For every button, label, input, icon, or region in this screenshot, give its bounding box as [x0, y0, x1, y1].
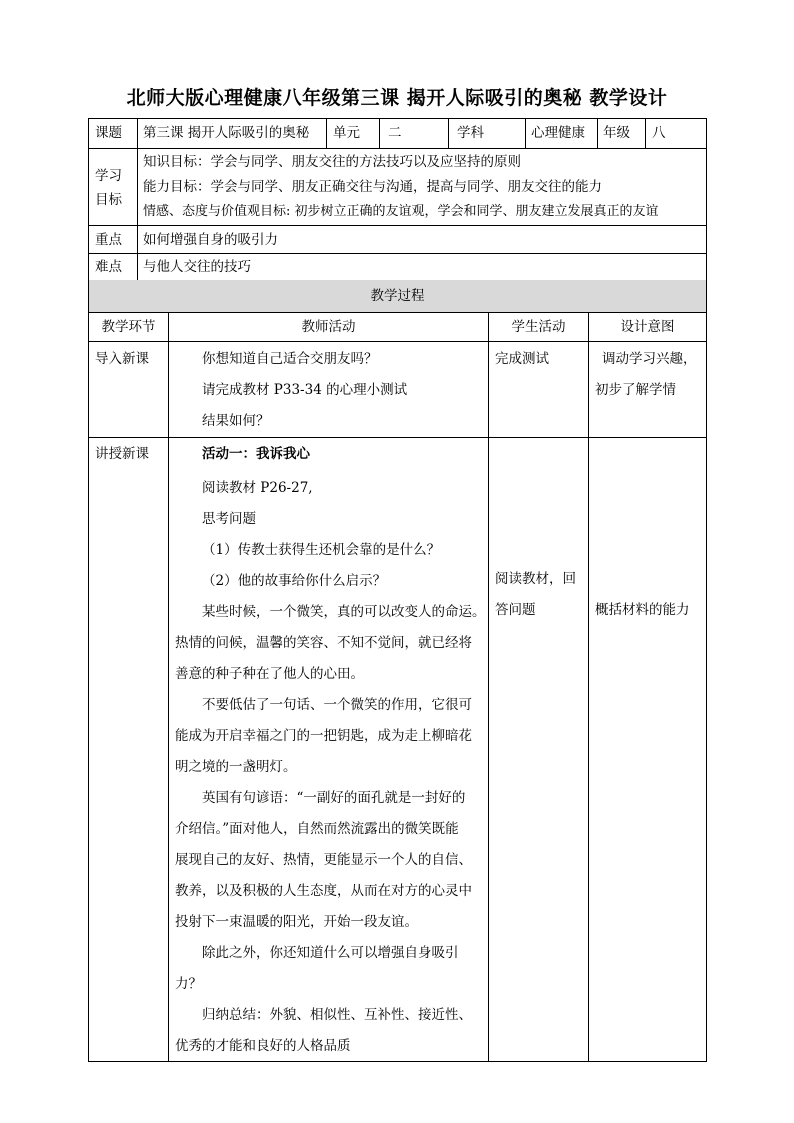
- goal-ability: 能力目标：学会与同学、朋友正确交往与沟通，提高与同学、朋友交往的能力: [143, 179, 602, 195]
- teach-line: （1）传教士获得生还机会靠的是什么？: [202, 542, 441, 558]
- teach-stage: 讲授新课: [95, 446, 149, 462]
- teach-line: 介绍信。”面对他人，自然而然流露出的微笑既能: [175, 821, 459, 837]
- teach-line: 归纳总结：外貌、相似性、互补性、接近性、: [202, 1007, 472, 1023]
- teach-line: 热情的问候，温馨的笑容、不知不觉间，就已经将: [175, 635, 472, 651]
- col-student: 学生活动: [511, 319, 566, 335]
- subject-value: 心理健康: [531, 125, 585, 141]
- intro-teacher-line: 结果如何？: [202, 413, 270, 429]
- col-stage: 教学环节: [101, 319, 156, 335]
- teach-line: 不要低估了一句话、一个微笑的作用，它很可: [202, 697, 472, 713]
- intro-intent-1: 调动学习兴趣，: [602, 351, 697, 367]
- topic-value: 第三课 揭开人际吸引的奥秘: [143, 125, 310, 141]
- difficulty-value: 与他人交往的技巧: [143, 259, 251, 275]
- col-intent: 设计意图: [620, 319, 675, 335]
- teach-student-2: 答问题: [495, 602, 536, 618]
- unit-value: 二: [388, 125, 402, 141]
- key-point-label: 重点: [95, 232, 122, 248]
- goal-knowledge: 知识目标：学会与同学、朋友交往的方法技巧以及应坚持的原则: [143, 154, 521, 170]
- teach-line: 英国有句谚语：“一副好的面孔就是一封好的: [202, 790, 466, 806]
- page-title: 北师大版心理健康八年级第三课 揭开人际吸引的奥秘 教学设计: [126, 87, 668, 109]
- teach-line: 某些时候，一个微笑，真的可以改变人的命运。: [202, 604, 486, 620]
- intro-stage: 导入新课: [95, 351, 149, 367]
- teach-line: 投射下一束温暖的阳光，开始一段友谊。: [175, 914, 418, 930]
- key-point-value: 如何增强自身的吸引力: [143, 232, 278, 248]
- goal-attitude: 情感、态度与价值观目标: 初步树立正确的友谊观，学会和同学、朋友建立发展真正的友谊: [143, 204, 659, 219]
- teach-line: 阅读教材 P26-27,: [202, 480, 313, 496]
- teach-line: 善意的种子种在了他人的心田。: [175, 666, 364, 682]
- grade-value: 八: [652, 125, 666, 141]
- unit-label: 单元: [333, 125, 360, 141]
- intro-student: 完成测试: [495, 351, 549, 367]
- goals-label-2: 目标: [95, 192, 122, 208]
- teach-line: 思考问题: [202, 511, 256, 527]
- teach-line: 除此之外，你还知道什么可以增强自身吸引: [202, 945, 459, 961]
- teach-line: 力？: [175, 976, 202, 992]
- teach-line: （2）他的故事给你什么启示？: [202, 573, 387, 589]
- teach-intent: 概括材料的能力: [595, 602, 690, 618]
- intro-teacher-line: 你想知道自己适合交朋友吗？: [202, 351, 378, 367]
- intro-teacher-line: 请完成教材 P33-34 的心理小测试: [202, 382, 408, 398]
- activity-title: 活动一：我诉我心: [202, 446, 310, 462]
- difficulty-label: 难点: [95, 259, 122, 275]
- teach-line: 能成为开启幸福之门的一把钥匙，成为走上柳暗花: [175, 728, 472, 744]
- topic-label: 课题: [95, 125, 122, 141]
- teach-line: 明之境的一盏明灯。: [175, 759, 297, 775]
- intro-intent-2: 初步了解学情: [595, 382, 676, 398]
- goals-label-1: 学习: [95, 168, 122, 184]
- teach-line: 优秀的才能和良好的人格品质: [175, 1038, 351, 1054]
- grade-label: 年级: [603, 125, 630, 141]
- teach-student-1: 阅读教材，回: [495, 571, 576, 587]
- subject-label: 学科: [457, 125, 484, 141]
- teach-line: 教养，以及积极的人生态度，从而在对方的心灵中: [175, 883, 472, 899]
- teach-line: 展现自己的友好、热情，更能显示一个人的自信、: [175, 852, 472, 868]
- process-header: 教学过程: [370, 288, 425, 304]
- col-teacher: 教师活动: [301, 319, 356, 335]
